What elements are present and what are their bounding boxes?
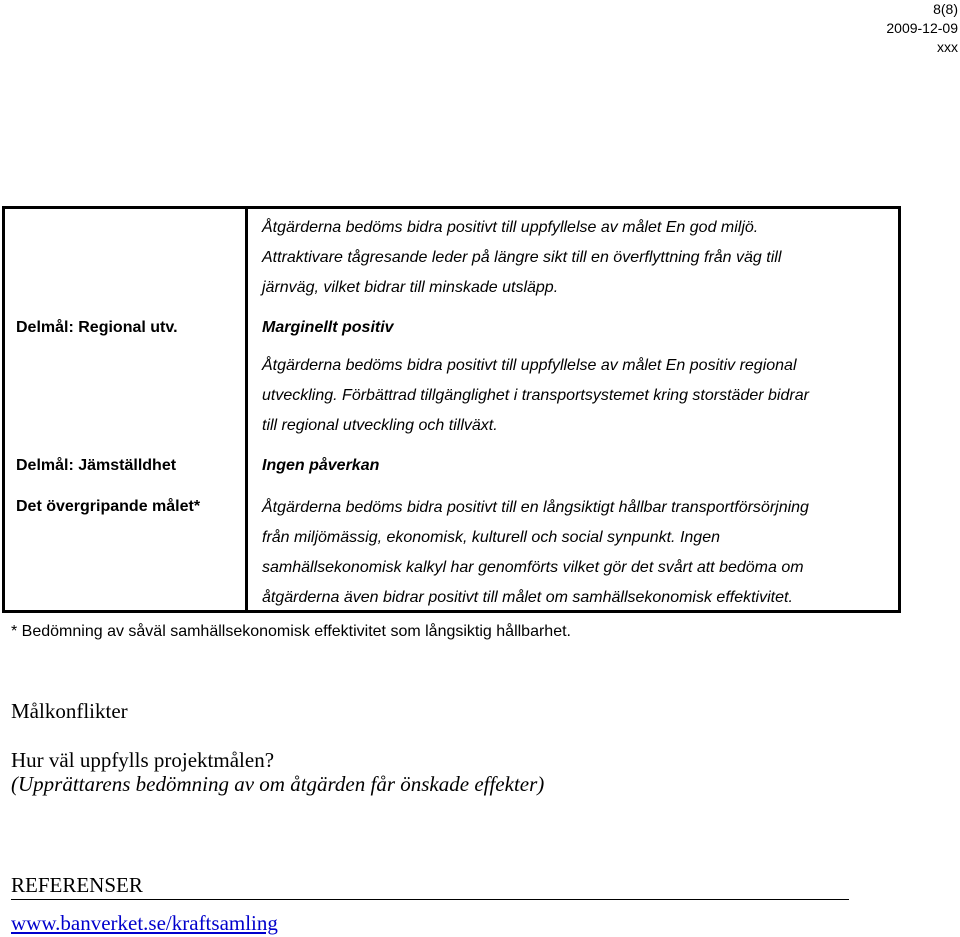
- page-number: 8(8): [933, 1, 958, 17]
- text-line: utveckling. Förbättrad tillgänglighet i transportsystemet kring storstäder bidrar: [262, 387, 809, 404]
- text-line: Åtgärderna bedöms bidra positivt till uppfyllelse av målet En positiv regional: [262, 357, 797, 374]
- text-line: från miljömässig, ekonomisk, kulturell och social synpunkt. Ingen: [262, 529, 720, 546]
- references-heading: REFERENSER: [11, 873, 143, 897]
- text-line: Åtgärderna bedöms bidra positivt till uppfyllelse av målet En god miljö.: [262, 219, 759, 236]
- text-line: Åtgärderna bedöms bidra positivt till en långsiktigt hållbar transportförsörjning: [262, 499, 809, 516]
- document-date: 2009-12-09: [886, 20, 958, 36]
- regional-assessment-text: [262, 351, 902, 441]
- overall-goal-label: Det övergripande målet*: [16, 498, 201, 515]
- text-line: åtgärderna även bidrar positivt till målet om samhällsekonomisk effektivitet.: [262, 589, 793, 606]
- text-line: samhällsekonomisk kalkyl har genomförts vilket gör det svårt att bedöma om: [262, 559, 804, 576]
- equality-goal-rating: Ingen påverkan: [262, 457, 380, 474]
- page-header: [886, 0, 958, 57]
- equality-goal-label: Delmål: Jämställdhet: [16, 457, 177, 474]
- regional-goal-label: Delmål: Regional utv.: [16, 319, 178, 336]
- reference-link[interactable]: www.banverket.se/kraftsamling: [11, 911, 278, 935]
- references-divider: [11, 899, 849, 900]
- goal-assessment-table: [2, 206, 901, 613]
- goal-conflicts-heading: Målkonflikter: [11, 699, 128, 723]
- fulfillment-note: (Upprättarens bedömning av om åtgärden får önskade effekter): [11, 772, 545, 796]
- column-divider: [245, 209, 248, 610]
- text-line: Attraktivare tågresande leder på längre sikt till en överflyttning från väg till: [262, 249, 782, 266]
- table-footnote: * Bedömning av såväl samhällsekonomisk effektivitet som långsiktig hållbarhet.: [11, 623, 571, 640]
- regional-goal-rating: Marginellt positiv: [262, 319, 394, 336]
- overall-assessment-text: [262, 493, 902, 613]
- environment-assessment-text: [262, 213, 902, 303]
- text-line: järnväg, vilket bidrar till minskade utsläpp.: [262, 279, 559, 296]
- text-line: till regional utveckling och tillväxt.: [262, 417, 498, 434]
- fulfillment-heading: Hur väl uppfylls projektmålen?: [11, 748, 275, 772]
- document-reference: xxx: [937, 39, 958, 55]
